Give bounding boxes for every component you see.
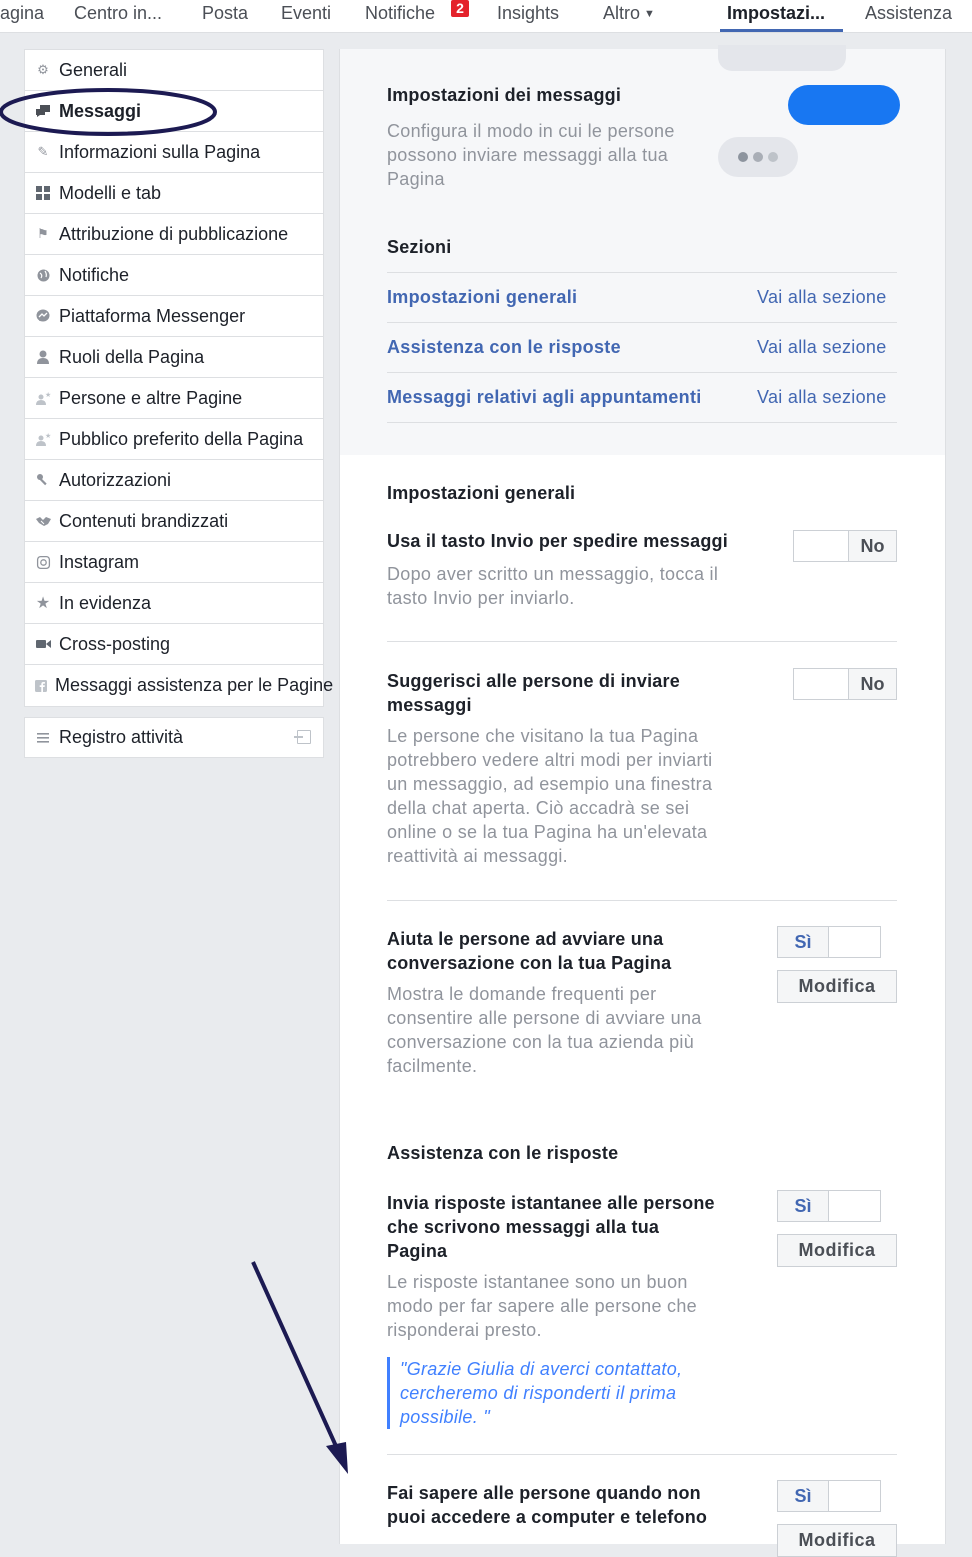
sidebar-item-messaggi[interactable] — [25, 91, 323, 132]
sections-heading: Sezioni — [387, 237, 452, 257]
sidebar-item-ruoli[interactable] — [25, 337, 323, 378]
divider — [387, 272, 897, 273]
setting-title-line: puoi accedere a computer e telefono — [387, 1507, 708, 1527]
goto-section-link[interactable]: Vai alla sezione — [757, 287, 887, 307]
setting-description-line: facilmente. — [387, 1056, 478, 1076]
setting-title-line: Invia risposte istantanee alle persone — [387, 1193, 715, 1213]
settings-main-panel — [339, 49, 946, 1550]
sidebar-item-label: Piattaforma Messenger — [59, 305, 246, 326]
setting-description-line: conversazione con la tua azienda più — [387, 1032, 694, 1052]
handshake-icon — [35, 513, 51, 529]
video-icon — [35, 636, 51, 652]
setting-description-line: tasto Invio per inviarlo. — [387, 588, 575, 608]
responses-heading: Assistenza con le risposte — [387, 1143, 619, 1163]
setting-description-line: reattività ai messaggi. — [387, 846, 568, 866]
caret-down-icon: ▼ — [644, 8, 655, 20]
open-external-icon — [297, 730, 311, 744]
instagram-icon — [35, 554, 51, 570]
flag-icon: ⚑ — [37, 226, 49, 241]
divider — [387, 900, 897, 901]
nav-tab-eventi[interactable]: Eventi — [281, 3, 332, 23]
sidebar-item-label: In evidenza — [59, 592, 152, 613]
sidebar-item-cross-posting[interactable] — [25, 624, 323, 665]
setting-description-line: un messaggio, ad esempio una finestra — [387, 774, 713, 794]
setting-description-line: Dopo aver scritto un messaggio, tocca il — [387, 564, 719, 584]
setting-description-line: Le persone che visitano la tua Pagina — [387, 726, 699, 746]
decorative-chat-bubble-blue — [788, 85, 900, 125]
nav-tab-pagina[interactable]: agina — [0, 3, 45, 23]
sidebar-item-modelli[interactable] — [25, 173, 323, 214]
people-star-icon — [35, 431, 51, 447]
globe-icon — [35, 267, 51, 283]
setting-description-line: online o se la tua Pagina ha un'elevata — [387, 822, 708, 842]
divider — [387, 422, 897, 423]
grid-icon — [35, 185, 51, 201]
nav-tab-insights[interactable]: Insights — [497, 3, 560, 23]
nav-tab-centro[interactable]: Centro in... — [74, 3, 163, 23]
setting-description-line: risponderai presto. — [387, 1320, 542, 1340]
sidebar-item-label: Informazioni sulla Pagina — [59, 141, 261, 162]
setting-description — [387, 1270, 767, 1342]
people-star-icon — [35, 390, 51, 406]
setting-title-line: conversazione con la tua Pagina — [387, 953, 672, 973]
activity-log-box — [24, 717, 324, 758]
nav-tab-impostazioni[interactable]: Impostazi... — [727, 3, 826, 23]
page-title: Impostazioni dei messaggi — [387, 85, 622, 105]
section-link-impostazioni-generali[interactable]: Impostazioni generali — [387, 287, 578, 307]
svg-text:★: ★ — [45, 433, 52, 440]
sidebar-item-label: Contenuti brandizzati — [59, 510, 229, 531]
nav-tab-altro[interactable] — [603, 3, 655, 24]
setting-description — [387, 562, 767, 610]
instant-reply-preview — [387, 1357, 717, 1429]
divider — [387, 372, 897, 373]
divider — [387, 1454, 897, 1455]
goto-section-link[interactable]: Vai alla sezione — [757, 337, 887, 357]
sidebar-item-instagram[interactable] — [25, 542, 323, 583]
divider — [387, 322, 897, 323]
sidebar-item-label: Persone e altre Pagine — [59, 387, 243, 408]
sidebar-item-messaggi-assistenza[interactable] — [25, 665, 334, 706]
messages-settings-header — [340, 49, 945, 455]
sidebar-item-label: Attribuzione di pubblicazione — [59, 223, 289, 244]
sidebar-item-label: Registro attività — [59, 727, 184, 747]
notifications-badge: 2 — [451, 0, 469, 17]
instant-reply-edit-button[interactable]: Modifica — [777, 1234, 897, 1267]
header-description — [387, 119, 717, 191]
toggle-no-label: No — [848, 669, 896, 699]
sidebar-item-in-evidenza[interactable] — [25, 583, 323, 624]
sidebar-item-attribuzione[interactable] — [25, 214, 323, 255]
chat-icon — [35, 103, 51, 119]
key-icon — [35, 472, 51, 488]
star-icon: ★ — [35, 595, 51, 612]
setting-title-line: Suggerisci alle persone di inviare — [387, 671, 680, 691]
gear-icon: ⚙ — [37, 62, 49, 77]
pencil-icon: ✎ — [37, 144, 49, 159]
sidebar-item-generali[interactable] — [25, 50, 323, 91]
annotation-arrow-shaft — [253, 1262, 340, 1455]
setting-title — [387, 927, 671, 975]
suggest-messaging-toggle[interactable] — [793, 668, 897, 700]
setting-description-line: potrebbero vedere altri modi per inviarti — [387, 750, 713, 770]
header-description-line: Configura il modo in cui le persone — [387, 121, 675, 141]
toggle-yes-label: Sì — [778, 1191, 829, 1221]
sidebar-item-autorizzazioni[interactable] — [25, 460, 323, 501]
person-icon — [35, 349, 51, 365]
nav-tab-notifiche[interactable]: Notifiche — [365, 3, 436, 23]
instant-reply-preview-line: cercheremo di risponderti il prima — [400, 1383, 677, 1403]
instant-reply-preview-line: possibile. " — [400, 1407, 491, 1427]
sidebar-item-label: Instagram — [59, 551, 140, 572]
setting-description-line: Mostra le domande frequenti per — [387, 984, 657, 1004]
section-link-assistenza-risposte[interactable]: Assistenza con le risposte — [387, 337, 621, 357]
faq-edit-button[interactable]: Modifica — [777, 970, 897, 1003]
setting-title — [387, 1191, 715, 1263]
setting-title-line: Aiuta le persone ad avviare una — [387, 929, 664, 949]
setting-title — [387, 1481, 707, 1529]
away-message-edit-button[interactable]: Modifica — [777, 1524, 897, 1557]
header-description-line: possono inviare messaggi alla tua — [387, 145, 669, 165]
settings-sidebar — [24, 49, 334, 707]
nav-tab-altro-label: Altro — [603, 3, 641, 23]
list-icon — [35, 730, 51, 746]
setting-title — [387, 669, 680, 717]
typing-indicator-icon — [718, 137, 798, 177]
facebook-icon — [33, 678, 49, 694]
nav-tab-assistenza[interactable]: Assistenza — [865, 3, 953, 23]
sidebar-item-label: Cross-posting — [59, 633, 171, 654]
setting-title-line: Pagina — [387, 1241, 448, 1261]
instant-reply-preview-line: "Grazie Giulia di averci contattato, — [400, 1359, 683, 1379]
setting-title-line: messaggi — [387, 695, 472, 715]
active-tab-indicator — [720, 29, 843, 32]
toggle-yes-label: Sì — [778, 927, 829, 957]
sidebar-item-label: Modelli e tab — [59, 182, 162, 203]
setting-description-line: consentire alle persone di avviare una — [387, 1008, 702, 1028]
setting-title-line: Fai sapere alle persone quando non — [387, 1483, 701, 1503]
goto-section-link[interactable]: Vai alla sezione — [757, 387, 887, 407]
decorative-pill — [718, 45, 846, 71]
sidebar-item-contenuti[interactable] — [25, 501, 323, 542]
sidebar-item-label: Messaggi assistenza per le Pagine — [55, 675, 334, 695]
instant-reply-toggle[interactable] — [777, 1190, 881, 1222]
away-message-toggle[interactable] — [777, 1480, 881, 1512]
setting-description-line: Le risposte istantanee sono un buon — [387, 1272, 688, 1292]
section-link-appuntamenti[interactable]: Messaggi relativi agli appuntamenti — [387, 387, 702, 407]
setting-description — [387, 982, 767, 1078]
divider — [387, 641, 897, 642]
sidebar-item-messenger[interactable] — [25, 296, 323, 337]
sidebar-item-label: Generali — [59, 59, 128, 80]
setting-description — [387, 724, 767, 868]
page-top-nav — [0, 0, 972, 33]
sidebar-item-notifiche[interactable] — [25, 255, 323, 296]
toggle-yes-label: Sì — [778, 1481, 829, 1511]
enter-to-send-toggle[interactable] — [793, 530, 897, 562]
toggle-no-label: No — [848, 531, 896, 561]
setting-title-line: che scrivono messaggi alla tua — [387, 1217, 660, 1237]
sidebar-item-pubblico[interactable] — [25, 419, 323, 460]
header-description-line: Pagina — [387, 169, 445, 189]
sidebar-item-label: Ruoli della Pagina — [59, 346, 205, 367]
setting-title: Usa il tasto Invio per spedire messaggi — [387, 531, 728, 551]
sidebar-item-registro-attivita[interactable] — [25, 718, 323, 757]
messenger-icon — [35, 308, 51, 324]
setting-description-line: modo per far sapere alle persone che — [387, 1296, 697, 1316]
sidebar-item-label: Messaggi — [59, 100, 142, 121]
svg-text:★: ★ — [45, 392, 52, 399]
sidebar-item-label: Pubblico preferito della Pagina — [59, 428, 304, 449]
sidebar-item-label: Notifiche — [59, 264, 130, 285]
sidebar-item-label: Autorizzazioni — [59, 469, 172, 490]
setting-description-line: della chat aperta. Ciò accadrà se sei — [387, 798, 690, 818]
sidebar-item-persone[interactable] — [25, 378, 323, 419]
general-settings-heading: Impostazioni generali — [387, 483, 576, 503]
sidebar-item-informazioni[interactable] — [25, 132, 323, 173]
nav-tab-posta[interactable]: Posta — [202, 3, 249, 23]
faq-start-conversation-toggle[interactable] — [777, 926, 881, 958]
